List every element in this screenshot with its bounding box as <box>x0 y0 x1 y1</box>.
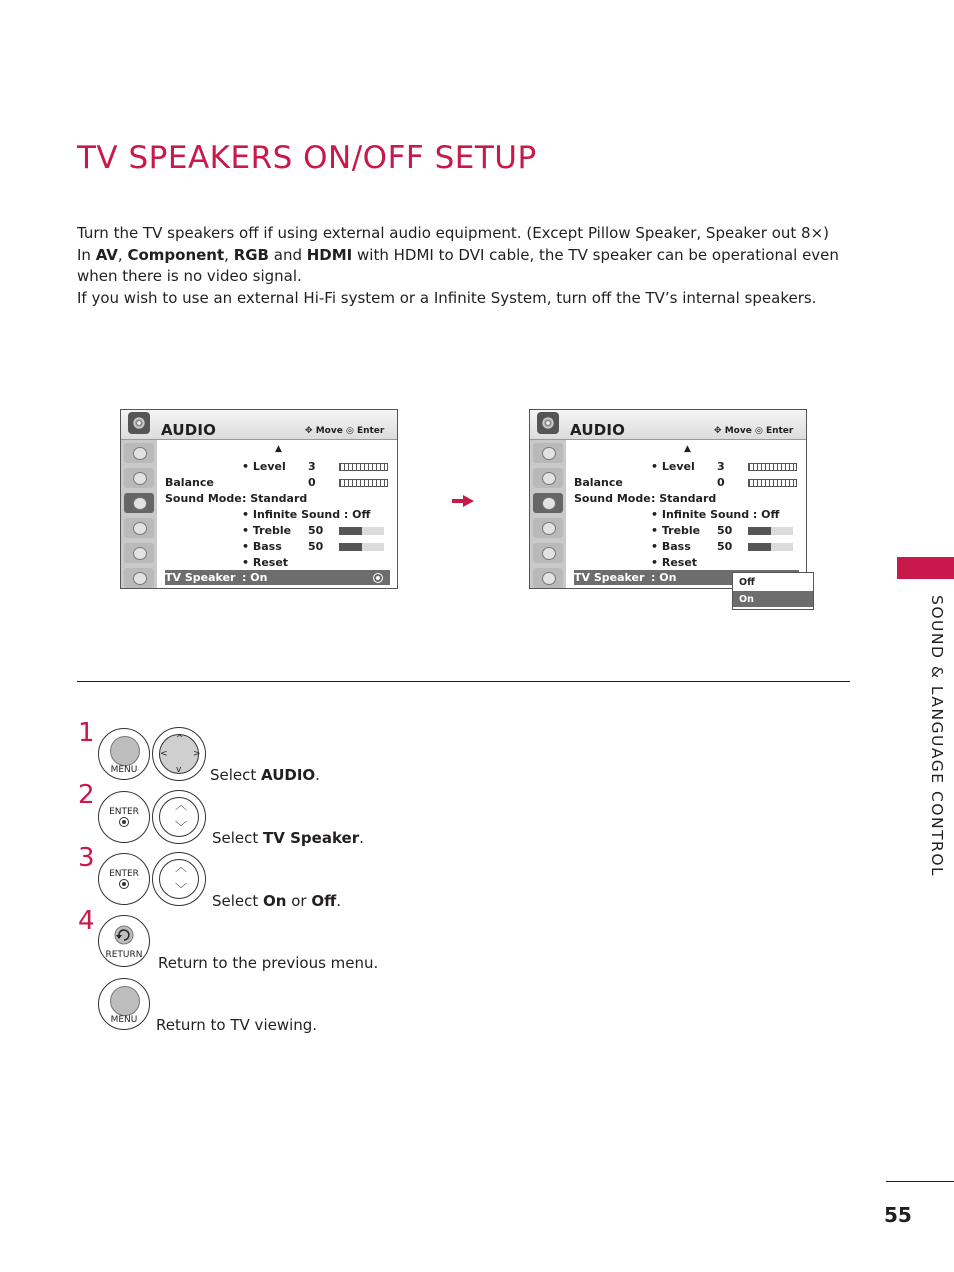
footer-rule <box>886 1181 954 1182</box>
treble-label: • Treble <box>242 524 292 537</box>
balance-value: 0 <box>717 476 725 489</box>
menu-rail <box>121 440 157 588</box>
sound-mode-label: Sound Mode <box>165 492 242 505</box>
up-down-icon[interactable]: ︿ ﹀ <box>152 790 206 844</box>
step-number-2: 2 <box>78 780 95 810</box>
sound-mode-value: : Standard <box>242 492 308 505</box>
enter-button-2[interactable]: ENTER <box>98 853 150 905</box>
balance-scale <box>748 479 797 487</box>
nav-pad-icon[interactable]: ^ v < > <box>152 727 206 781</box>
speaker-icon <box>128 412 150 434</box>
level-value: 3 <box>308 460 316 473</box>
scroll-up-icon[interactable]: ▲ <box>684 444 691 454</box>
rail-item-4[interactable] <box>533 543 563 563</box>
up-down-icon-2[interactable]: ︿ ﹀ <box>152 852 206 906</box>
menu-rail <box>530 440 566 588</box>
reset-item[interactable]: • Reset <box>242 556 289 569</box>
page-title: TV SPEAKERS ON/OFF SETUP <box>77 140 537 176</box>
step-number-3: 3 <box>78 843 95 873</box>
balance-scale <box>339 479 388 487</box>
treble-value: 50 <box>717 524 733 537</box>
section-label: SOUND & LANGUAGE CONTROL <box>928 595 946 878</box>
step-2-text: Select TV Speaker. <box>212 829 364 847</box>
balance-value: 0 <box>308 476 316 489</box>
rail-item-5[interactable] <box>533 568 563 588</box>
infinite-sound-item[interactable]: • Infinite Sound : Off <box>651 508 780 521</box>
step-5-text: Return to TV viewing. <box>156 1016 318 1034</box>
treble-label: • Treble <box>651 524 701 537</box>
treble-value: 50 <box>308 524 324 537</box>
rail-item-3[interactable] <box>124 518 154 538</box>
intro-line-3: If you wish to use an external Hi-Fi system or a Infinite System, turn off the TV’s internal speakers. <box>77 288 817 307</box>
menu-nav-hint: ✥ Move ◎ Enter <box>714 426 794 436</box>
level-label: • Level <box>651 460 695 473</box>
sound-mode-label: Sound Mode <box>574 492 651 505</box>
step-number-4: 4 <box>78 906 95 936</box>
popup-option-off[interactable]: Off <box>739 577 755 588</box>
bass-label: • Bass <box>651 540 691 553</box>
intro-line-2: In AV, Component, RGB and HDMI with HDMI to DVI cable, the TV speaker can be operational even when there is no video signal. <box>77 245 839 285</box>
scroll-up-icon[interactable]: ▲ <box>275 444 282 454</box>
bass-bar[interactable] <box>748 543 793 551</box>
tv-speaker-row[interactable] <box>165 570 390 585</box>
intro-line-1: Turn the TV speakers off if using external audio equipment. (Except Pillow Speaker, Speaker out 8×) <box>77 224 829 242</box>
enter-button[interactable]: ENTER <box>98 791 150 843</box>
treble-bar[interactable] <box>748 527 793 535</box>
enter-indicator-icon <box>373 573 383 583</box>
bass-label: • Bass <box>242 540 282 553</box>
step-4-text: Return to the previous menu. <box>158 954 379 972</box>
rail-item-0[interactable] <box>533 443 563 463</box>
tv-speaker-label: TV Speaker <box>165 571 236 584</box>
rail-item-1[interactable] <box>533 468 563 488</box>
rail-item-2[interactable] <box>533 493 563 513</box>
menu-button-2[interactable]: MENU <box>98 978 150 1030</box>
step-number-1: 1 <box>78 718 95 748</box>
infinite-sound-item[interactable]: • Infinite Sound : Off <box>242 508 371 521</box>
arrow-right-icon <box>452 495 474 507</box>
audio-menu-after <box>529 409 807 589</box>
rail-item-0[interactable] <box>124 443 154 463</box>
level-scale <box>339 463 388 471</box>
menu-header: AUDIO <box>161 421 217 439</box>
tv-speaker-label: TV Speaker <box>574 571 645 584</box>
rail-item-1[interactable] <box>124 468 154 488</box>
level-value: 3 <box>717 460 725 473</box>
rail-item-4[interactable] <box>124 543 154 563</box>
popup-option-on[interactable]: On <box>733 591 813 607</box>
level-label: • Level <box>242 460 286 473</box>
tv-speaker-value: : On <box>651 571 677 584</box>
audio-menu-before <box>120 409 398 589</box>
rail-item-3[interactable] <box>533 518 563 538</box>
treble-bar[interactable] <box>339 527 384 535</box>
intro-text <box>77 223 847 309</box>
menu-header: AUDIO <box>570 421 626 439</box>
divider <box>77 681 850 682</box>
balance-label: Balance <box>165 476 214 489</box>
return-icon <box>113 925 135 945</box>
bass-value: 50 <box>308 540 324 553</box>
rail-item-5[interactable] <box>124 568 154 588</box>
balance-label: Balance <box>574 476 623 489</box>
level-scale <box>748 463 797 471</box>
menu-button[interactable]: MENU <box>98 728 150 780</box>
reset-item[interactable]: • Reset <box>651 556 698 569</box>
section-tab <box>897 557 954 579</box>
page-number: 55 <box>884 1203 912 1227</box>
rail-item-2[interactable] <box>124 493 154 513</box>
sound-mode-value: : Standard <box>651 492 717 505</box>
step-1-text: Select AUDIO. <box>210 766 320 784</box>
tv-speaker-popup <box>732 572 814 610</box>
menu-nav-hint: ✥ Move ◎ Enter <box>305 426 385 436</box>
speaker-icon <box>537 412 559 434</box>
return-button[interactable]: RETURN <box>98 915 150 967</box>
tv-speaker-value: : On <box>242 571 268 584</box>
step-3-text: Select On or Off. <box>212 892 342 910</box>
bass-bar[interactable] <box>339 543 384 551</box>
bass-value: 50 <box>717 540 733 553</box>
